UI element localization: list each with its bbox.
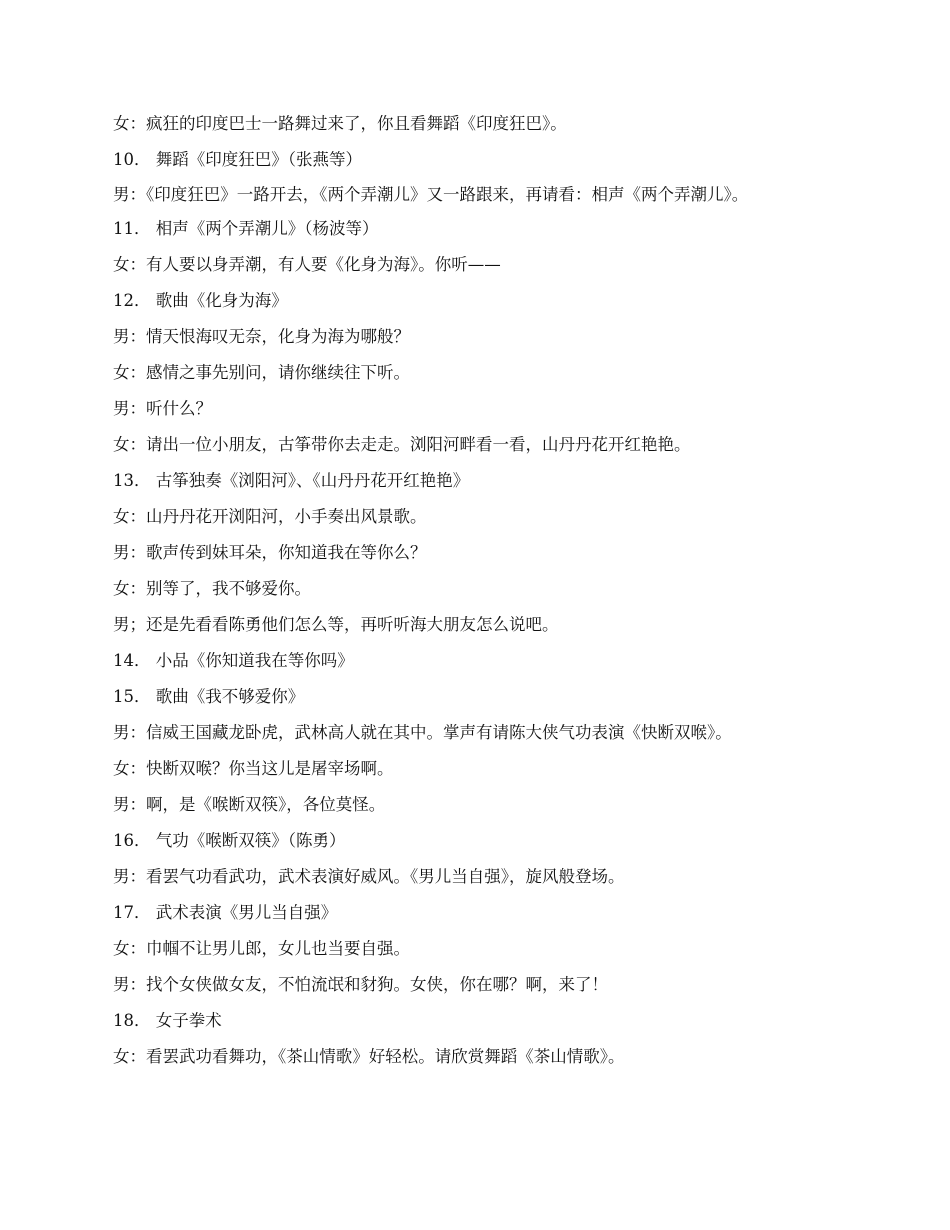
program-item: 15． 歌曲《我不够爱你》 bbox=[113, 687, 305, 706]
program-item: 12． 歌曲《化身为海》 bbox=[113, 291, 288, 310]
dialogue-line: 女：山丹丹花开浏阳河，小手奏出风景歌。 bbox=[113, 507, 427, 526]
dialogue-line: 男；还是先看看陈勇他们怎么等，再听听海大朋友怎么说吧。 bbox=[113, 615, 559, 634]
dialogue-line: 女：巾帼不让男儿郎，女儿也当要自强。 bbox=[113, 939, 410, 958]
dialogue-line: 女：看罢武功看舞功，《茶山情歌》好轻松。请欣赏舞蹈《茶山情歌》。 bbox=[113, 1047, 625, 1066]
dialogue-line: 女：快断双喉？你当这儿是屠宰场啊。 bbox=[113, 759, 394, 778]
dialogue-line: 男：找个女侠做女友，不怕流氓和豺狗。女侠，你在哪？啊，来了！ bbox=[113, 975, 608, 994]
dialogue-line: 男：歌声传到妹耳朵，你知道我在等你么？ bbox=[113, 543, 427, 562]
dialogue-line: 女：疯狂的印度巴士一路舞过来了，你且看舞蹈《印度狂巴》。 bbox=[113, 114, 567, 133]
dialogue-line: 男：情天恨海叹无奈，化身为海为哪般？ bbox=[113, 327, 410, 346]
dialogue-line: 女：感情之事先别问，请你继续往下听。 bbox=[113, 363, 410, 382]
program-item: 14． 小品《你知道我在等你吗》 bbox=[113, 651, 354, 670]
program-item: 18． 女子拳术 bbox=[113, 1011, 222, 1030]
dialogue-line: 男：啊，是《喉断双筷》，各位莫怪。 bbox=[113, 795, 386, 814]
program-item: 13． 古筝独奏《浏阳河》、《山丹丹花开红艳艳》 bbox=[113, 471, 470, 490]
dialogue-line: 男：看罢气功看武功，武术表演好威风。《男儿当自强》，旋风般登场。 bbox=[113, 867, 625, 886]
dialogue-line: 男：信威王国藏龙卧虎，武林高人就在其中。掌声有请陈大侠气功表演《快断双喉》。 bbox=[113, 723, 732, 742]
program-item: 16． 气功《喉断双筷》（陈勇） bbox=[113, 831, 346, 850]
program-item: 11． 相声《两个弄潮儿》（杨波等） bbox=[113, 219, 379, 238]
dialogue-line: 女：别等了，我不够爱你。 bbox=[113, 579, 311, 598]
program-item: 10． 舞蹈《印度狂巴》（张燕等） bbox=[113, 150, 362, 169]
script-body bbox=[113, 112, 828, 1069]
dialogue-line: 女：有人要以身弄潮，有人要《化身为海》。你听—— bbox=[113, 255, 501, 274]
dialogue-line: 男：《印度狂巴》一路开去，《两个弄潮儿》又一路跟来，再请看：相声《两个弄潮儿》。 bbox=[113, 185, 749, 204]
dialogue-line: 女：请出一位小朋友，古筝带你去走走。浏阳河畔看一看，山丹丹花开红艳艳。 bbox=[113, 435, 691, 454]
dialogue-line: 男：听什么？ bbox=[113, 399, 212, 418]
program-item: 17． 武术表演《男儿当自强》 bbox=[113, 903, 338, 922]
